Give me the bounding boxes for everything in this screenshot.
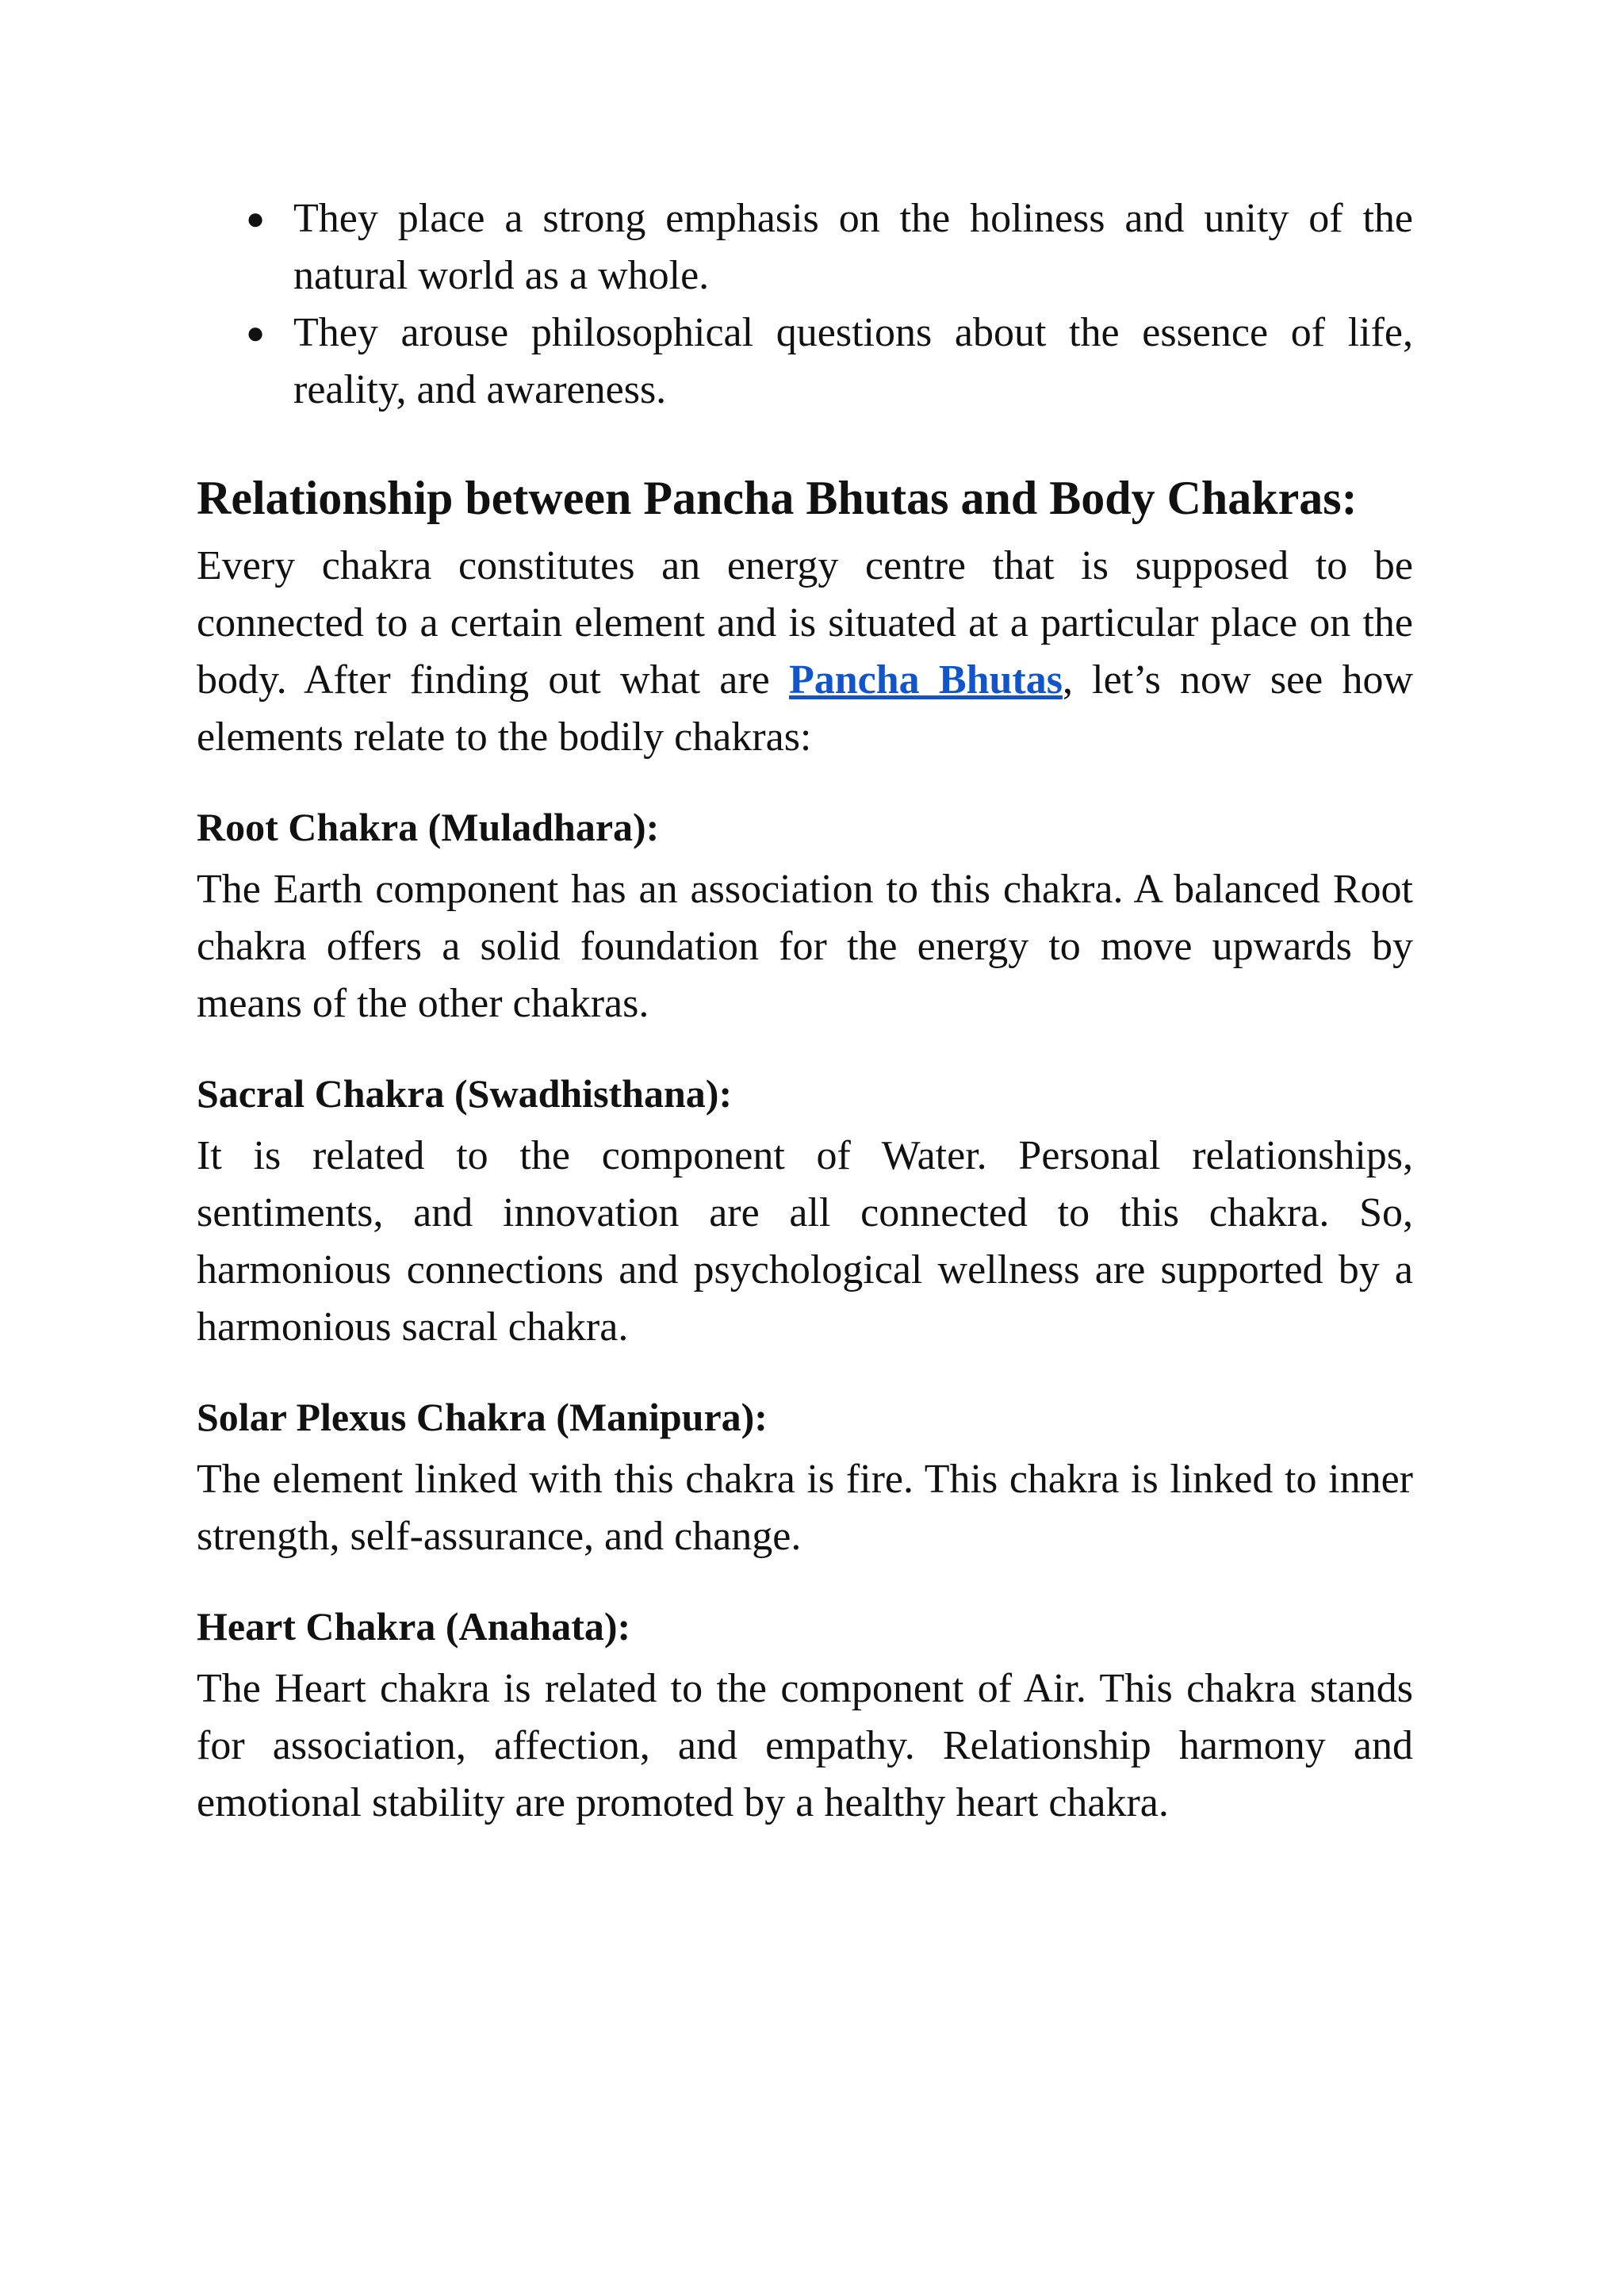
- intro-text-after-link: , let’s now see how elements relate to the bodily chakras:: [197, 657, 1413, 760]
- bullet-dot-icon: ●: [246, 201, 266, 236]
- section-heading-solar-plexus-chakra: Solar Plexus Chakra (Manipura):: [197, 1395, 768, 1439]
- bullet-text: They place a strong emphasis on the holiness and unity of the natural world as a whole.: [293, 196, 1413, 298]
- bullet-item: [197, 304, 1413, 419]
- section-text-root-chakra: The Earth component has an association to this chakra. A balanced Root chakra offers a solid foundation for the energy to move upwards by means of the other chakras.: [197, 867, 1413, 1026]
- section-text-solar-plexus-chakra: The element linked with this chakra is fire. This chakra is linked to inner strength, self-assurance, and change.: [197, 1457, 1413, 1559]
- pancha-bhutas-link[interactable]: Pancha Bhutas: [788, 657, 1063, 703]
- bullet-dot-icon: ●: [246, 315, 266, 350]
- intro-text-before-link: Every chakra constitutes an energy centre that is supposed to be connected to a certain element and is situated at a particular place on the body. After finding out what are: [197, 543, 1413, 703]
- main-heading: Relationship between Pancha Bhutas and Body Chakras:: [197, 472, 1358, 524]
- section-text-sacral-chakra: It is related to the component of Water. Personal relationships, sentiments, and innovation are all connected to this chakra. So, harmonious connections and psychological wellness are supported by a harmonious sacral chakra.: [197, 1133, 1413, 1350]
- section-heading-sacral-chakra: Sacral Chakra (Swadhisthana):: [197, 1071, 733, 1116]
- section-heading-root-chakra: Root Chakra (Muladhara):: [197, 805, 660, 849]
- section-text-heart-chakra: The Heart chakra is related to the component of Air. This chakra stands for association, affection, and empathy. Relationship harmony and emotional stability are promoted by a healthy heart chakra.: [197, 1666, 1413, 1825]
- bullet-list: [197, 190, 1413, 419]
- section-heading-heart-chakra: Heart Chakra (Anahata):: [197, 1604, 631, 1649]
- document-page: [197, 190, 1413, 1867]
- bullet-item: [197, 190, 1413, 304]
- intro-paragraph: [197, 538, 1413, 766]
- bullet-text: They arouse philosophical questions about the essence of life, reality, and awareness.: [293, 310, 1413, 412]
